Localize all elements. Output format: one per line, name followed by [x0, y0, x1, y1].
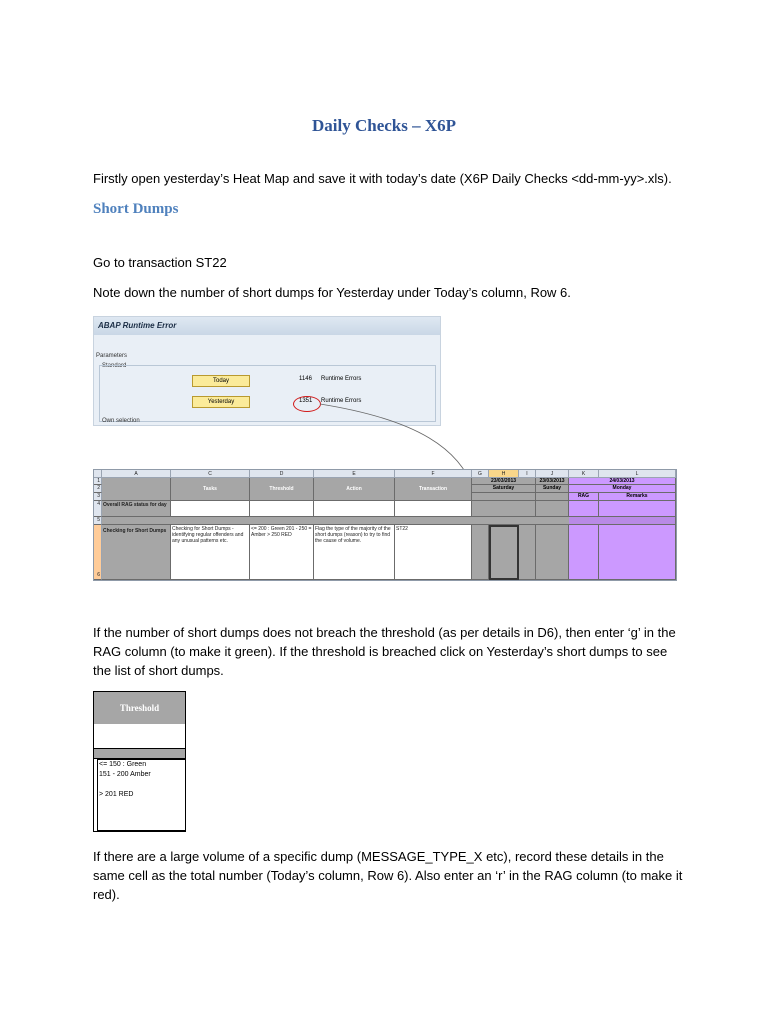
header-day-monday: Monday — [569, 485, 676, 493]
col-header-l[interactable]: L — [599, 470, 676, 478]
row-number[interactable]: 3 — [94, 493, 102, 501]
sap-standard-frame — [99, 365, 436, 422]
row5-purple — [569, 517, 676, 525]
header-tasks: Tasks — [171, 478, 250, 501]
col-header-f[interactable]: F — [395, 470, 472, 478]
cell-f6[interactable]: ST22 — [395, 525, 472, 580]
yesterday-count[interactable]: 1351 — [299, 398, 313, 404]
header-date-saturday: 23/03/2013 — [472, 478, 536, 485]
col-header-c[interactable]: C — [171, 470, 250, 478]
header-transaction: Transaction — [395, 478, 472, 501]
col-header-d[interactable]: D — [250, 470, 314, 478]
cell-i6[interactable] — [519, 525, 536, 580]
header-threshold: Threshold — [250, 478, 314, 501]
cell-c4[interactable] — [171, 501, 250, 517]
step-transaction: Go to transaction ST22 — [93, 255, 227, 270]
cell-g6[interactable] — [472, 525, 489, 580]
header-day-sunday: Sunday — [536, 485, 569, 493]
cell-l6[interactable] — [599, 525, 676, 580]
row-number[interactable]: 2 — [94, 485, 102, 493]
header-date-monday: 24/03/2013 — [569, 478, 676, 485]
cell-c6[interactable]: Checking for Short Dumps - identifying regular offenders and any unusual patterns etc. — [171, 525, 250, 580]
header-action: Action — [314, 478, 395, 501]
cell-d6[interactable]: <= 200 : Green 201 - 250 = Amber > 250 RED — [250, 525, 314, 580]
row-number[interactable]: 5 — [94, 517, 102, 525]
page-title: Daily Checks – X6P — [311, 116, 457, 135]
threshold-detail-cell — [93, 691, 186, 832]
cell-e4[interactable] — [314, 501, 395, 517]
intro-paragraph: Firstly open yesterday’s Heat Map and save it with today’s date (X6P Daily Checks <dd-mm-yy>.xls). — [93, 171, 672, 186]
cell-gh4[interactable] — [472, 501, 536, 517]
threshold-header: Threshold — [94, 692, 185, 724]
yesterday-runtime-errors-label: Runtime Errors — [321, 398, 362, 404]
threshold-red: > 201 RED — [99, 791, 134, 798]
threshold-gray-row — [94, 749, 185, 759]
cell-f4[interactable] — [395, 501, 472, 517]
threshold-blank-row — [94, 724, 185, 749]
sap-runtime-error-screenshot — [93, 316, 441, 426]
sap-parameters-label: Parameters — [96, 353, 128, 359]
cell-d4[interactable] — [250, 501, 314, 517]
threshold-green: <= 150 : Green — [99, 761, 147, 768]
header-cell-a — [102, 478, 171, 501]
header-day-saturday: Saturday — [472, 485, 536, 493]
header-remarks: Remarks — [599, 493, 676, 501]
row-number[interactable]: 6 — [94, 525, 102, 580]
step-note-down: Note down the number of short dumps for Yesterday under Today’s column, Row 6. — [93, 285, 571, 300]
row-number[interactable]: 4 — [94, 501, 102, 517]
sap-window-title: ABAP Runtime Error — [94, 317, 440, 335]
paragraph-threshold: If the number of short dumps does not breach the threshold (as per details in D6), then enter ‘g’ in the RAG column (to make it green). If the threshold is breached click on Yesterday’s short dumps to see the list of short dumps. — [93, 625, 676, 678]
cell-a4[interactable]: Overall RAG status for day — [102, 501, 171, 517]
header-blank-saturday — [472, 493, 536, 501]
today-count: 1146 — [299, 376, 312, 382]
threshold-amber: 151 - 200 Amber — [99, 771, 151, 778]
sap-standard-label: Standard — [102, 363, 127, 369]
yesterday-button[interactable]: Yesterday — [192, 396, 250, 408]
corner-cell — [94, 470, 102, 478]
row-number[interactable]: 1 — [94, 478, 102, 485]
today-button[interactable]: Today — [192, 375, 250, 387]
heat-map-spreadsheet — [93, 469, 677, 581]
section-heading-short-dumps: Short Dumps — [93, 201, 179, 217]
cell-k4[interactable] — [569, 501, 599, 517]
cell-k6[interactable] — [569, 525, 599, 580]
cell-l4[interactable] — [599, 501, 676, 517]
col-header-h[interactable]: H — [489, 470, 519, 478]
threshold-values — [97, 759, 186, 831]
paragraph-large-volume: If there are a large volume of a specific dump (MESSAGE_TYPE_X etc), record these details in the same cell as the total number (Today’s column, Row 6). Also enter an ‘r’ in the RAG column (to make it red). — [93, 849, 683, 902]
col-header-g[interactable]: G — [472, 470, 489, 478]
cell-ij4[interactable] — [536, 501, 569, 517]
col-header-j[interactable]: J — [536, 470, 569, 478]
col-header-e[interactable]: E — [314, 470, 395, 478]
col-header-k[interactable]: K — [569, 470, 599, 478]
col-header-i[interactable]: I — [519, 470, 536, 478]
highlight-circle — [293, 396, 321, 412]
today-runtime-errors-label: Runtime Errors — [321, 376, 362, 382]
header-blank-sunday — [536, 493, 569, 501]
cell-h6-selected[interactable] — [489, 525, 519, 580]
col-header-a[interactable]: A — [102, 470, 171, 478]
header-rag: RAG — [569, 493, 599, 501]
cell-e6[interactable]: Flag the type of the majority of the short dumps (reason) to try to find the cause of volume. — [314, 525, 395, 580]
header-date-sunday: 23/03/2013 — [536, 478, 569, 485]
cell-a6[interactable]: Checking for Short Dumps — [102, 525, 171, 580]
cell-j6[interactable] — [536, 525, 569, 580]
sap-own-selection-label: Own selection — [102, 418, 140, 424]
